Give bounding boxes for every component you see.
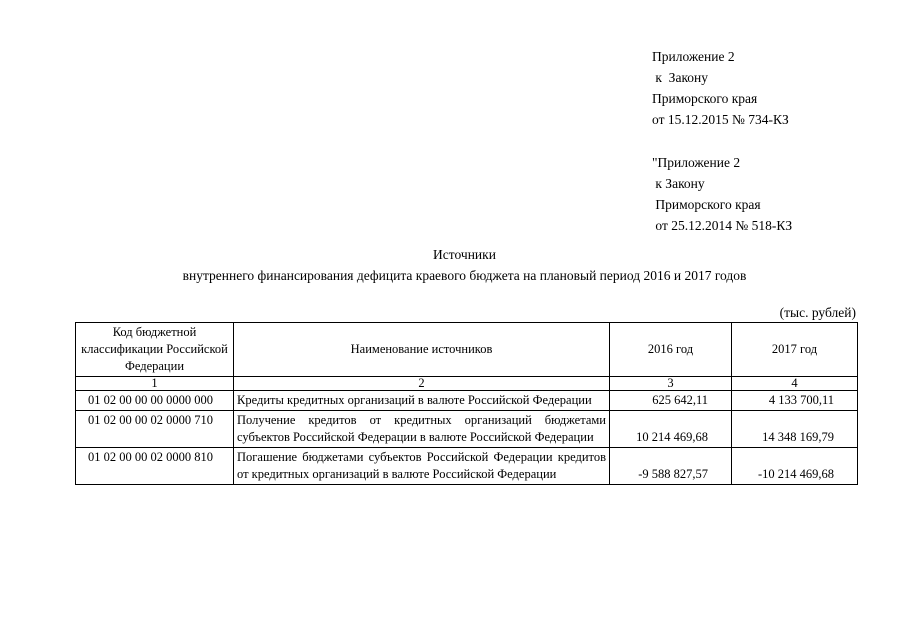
document-subtitle: внутреннего финансирования дефицита краевого бюджета на плановый период 2016 и 2017 годов (182, 268, 747, 283)
budget-code: 01 02 00 00 02 0000 810 (76, 448, 234, 485)
source-name: Кредиты кредитных организаций в валюте Российской Федерации (234, 391, 610, 411)
table-row (76, 391, 858, 411)
document-title: Источники (433, 247, 496, 262)
appendix-law-ref: к Закону (652, 176, 705, 191)
header-name: Наименование источников (234, 323, 610, 377)
appendix-region: Приморского края (652, 197, 761, 212)
appendix-law-ref: к Закону (652, 70, 709, 85)
appendix-region: Приморского края (652, 91, 758, 106)
table-row (76, 448, 858, 485)
budget-code: 01 02 00 00 00 0000 000 (76, 391, 234, 411)
appendix-law-date: от 15.12.2015 № 734-КЗ (652, 112, 789, 127)
appendix-header-current (652, 46, 789, 130)
amount-2016: -9 588 827,57 (610, 448, 732, 485)
source-name: Получение кредитов от кредитных организаций бюджетами субъектов Российской Федерации в валюте Российской Федерации (234, 411, 610, 448)
appendix-law-date: от 25.12.2014 № 518-КЗ (652, 218, 793, 233)
column-number: 4 (732, 377, 858, 391)
header-2016: 2016 год (610, 323, 732, 377)
table-header-row (76, 323, 858, 377)
table-row (76, 411, 858, 448)
sources-table (75, 322, 858, 485)
amount-2016: 10 214 469,68 (610, 411, 732, 448)
column-number: 3 (610, 377, 732, 391)
column-number: 1 (76, 377, 234, 391)
budget-code: 01 02 00 00 02 0000 710 (76, 411, 234, 448)
header-2017: 2017 год (732, 323, 858, 377)
amount-2017: 4 133 700,11 (732, 391, 858, 411)
amount-2016: 625 642,11 (610, 391, 732, 411)
amount-2017: -10 214 469,68 (732, 448, 858, 485)
amount-2017: 14 348 169,79 (732, 411, 858, 448)
column-number-row (76, 377, 858, 391)
source-name: Погашение бюджетами субъектов Российской Федерации кредитов от кредитных организаций в валюте Российской Федерации (234, 448, 610, 485)
appendix-title: Приложение 2 (652, 49, 735, 64)
appendix-header-original (652, 152, 792, 236)
header-code: Код бюджетной классификации Российской Федерации (76, 323, 234, 377)
column-number: 2 (234, 377, 610, 391)
units-note: (тыс. рублей) (779, 305, 856, 320)
appendix-title: "Приложение 2 (652, 155, 741, 170)
